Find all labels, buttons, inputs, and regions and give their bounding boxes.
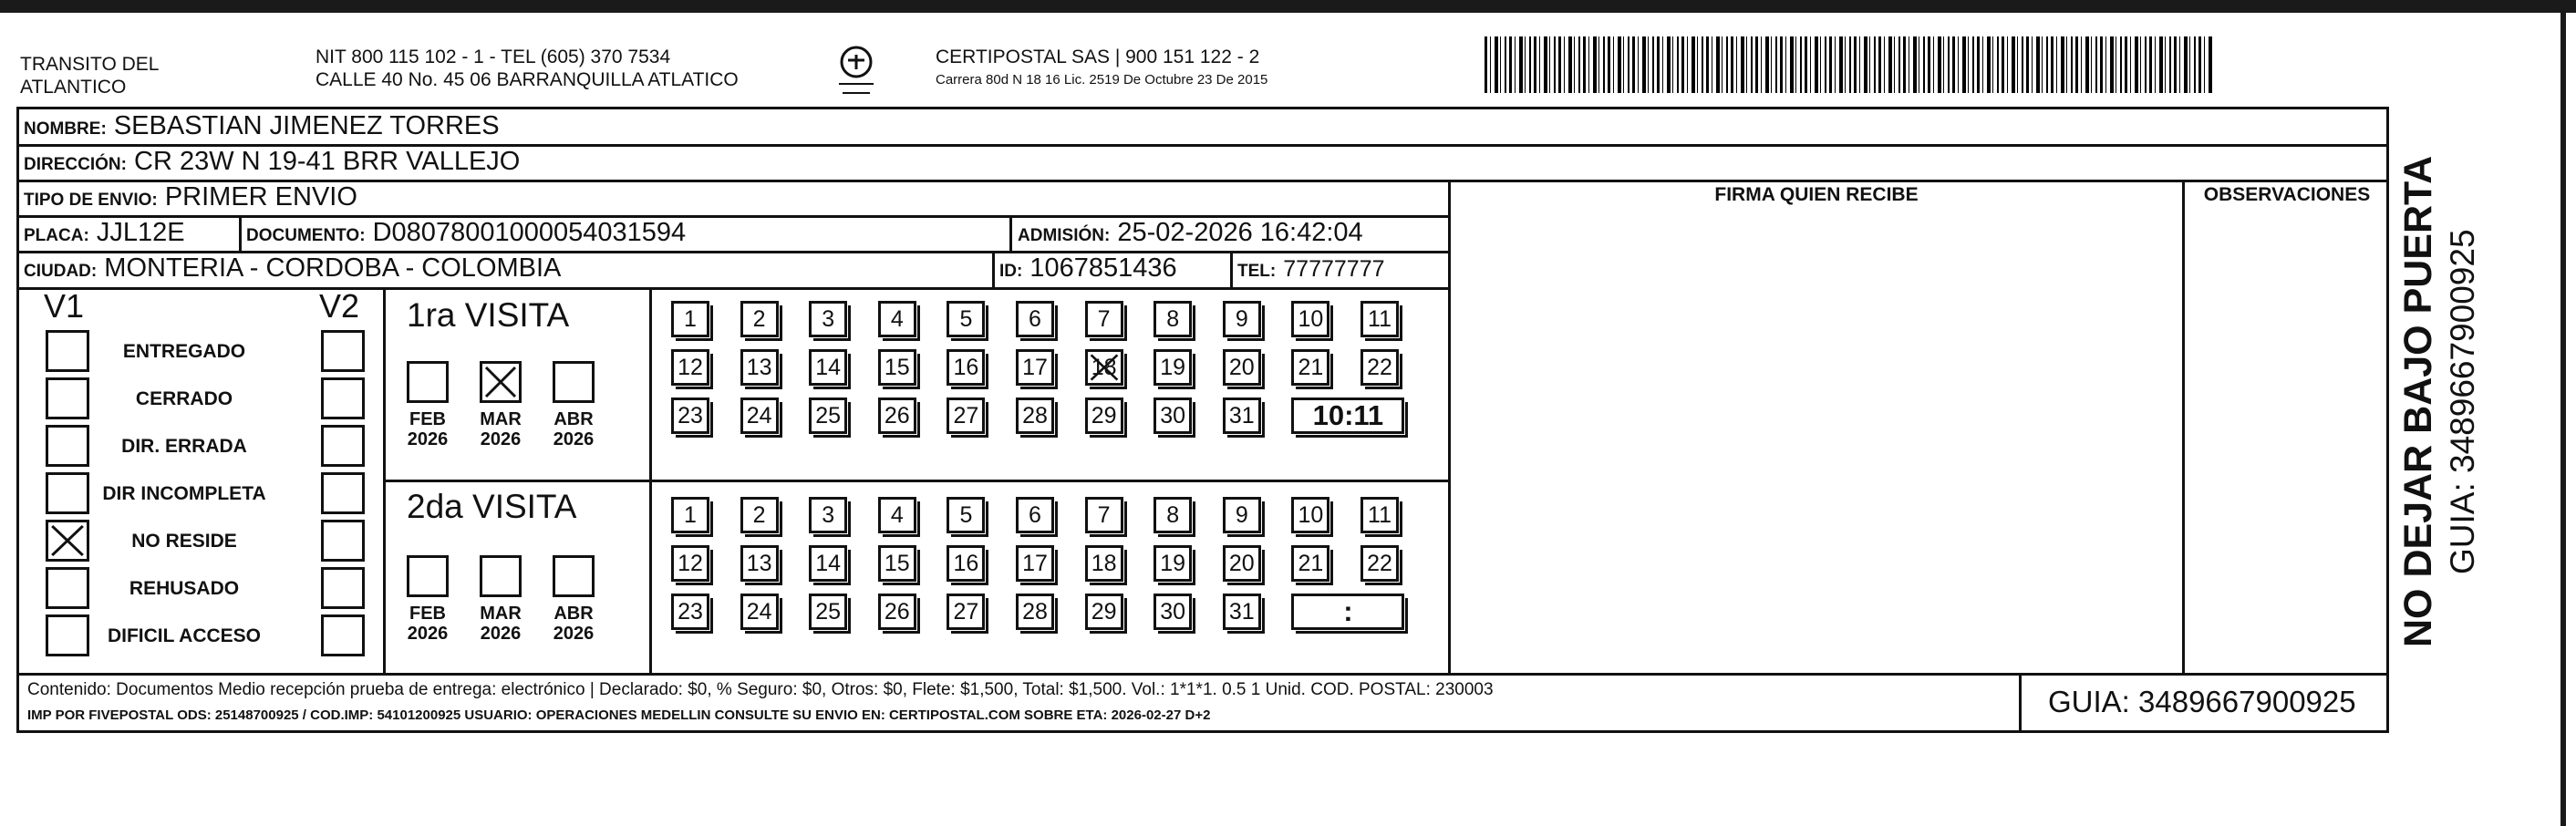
day-number: 22 [1367, 551, 1392, 576]
status-label: CERRADO [135, 388, 233, 409]
day-number: 4 [890, 502, 904, 528]
tel-value: 77777777 [1283, 256, 1385, 282]
month-year: 2026 [480, 429, 522, 449]
status-v2-checkbox[interactable] [321, 330, 365, 372]
day-box[interactable] [1085, 497, 1123, 533]
day-box[interactable] [671, 594, 709, 630]
day-box[interactable] [809, 398, 847, 434]
day-number: 30 [1160, 599, 1186, 625]
day-box[interactable] [1360, 349, 1399, 386]
day-number: 12 [678, 551, 703, 576]
plate-label: PLACA: [24, 226, 89, 245]
day-number: 18 [1091, 355, 1117, 380]
time-field[interactable]: : [1291, 594, 1404, 630]
shipment-type: PRIMER ENVIO [164, 182, 357, 212]
day-number: 23 [678, 599, 703, 625]
name-label: NOMBRE: [24, 119, 107, 139]
certipostal-logo [830, 42, 883, 102]
shipment-row [24, 182, 357, 215]
side-notice: NO DEJAR BAJO PUERTA [2396, 155, 2440, 647]
day-box[interactable] [671, 545, 709, 582]
day-number: 2 [752, 306, 766, 332]
day-number: 18 [1091, 551, 1117, 576]
admission-cell [1018, 218, 1363, 251]
status-v2-checkbox[interactable] [321, 614, 365, 656]
day-number: 27 [953, 599, 979, 625]
month-checkbox[interactable] [407, 555, 449, 597]
day-box[interactable] [878, 545, 916, 582]
signature-area[interactable] [1451, 215, 2182, 673]
day-number: 13 [746, 355, 772, 380]
day-box[interactable] [1154, 301, 1192, 337]
sender-details [316, 46, 739, 91]
month-name: FEB [409, 409, 446, 429]
day-number: 31 [1228, 403, 1255, 428]
day-number: 29 [1091, 599, 1117, 625]
day-number: 24 [746, 403, 772, 428]
status-v2-checkbox[interactable] [321, 472, 365, 514]
day-box[interactable] [1223, 497, 1261, 533]
signature-header: FIRMA QUIEN RECIBE [1714, 184, 1919, 205]
day-box[interactable] [878, 301, 916, 337]
day-box[interactable] [1223, 594, 1261, 630]
day-number: 20 [1228, 551, 1255, 576]
day-box[interactable] [878, 594, 916, 630]
status-v2-checkbox[interactable] [321, 425, 365, 467]
month-label [400, 604, 455, 644]
day-box[interactable] [1085, 301, 1123, 337]
day-number: 25 [815, 403, 842, 428]
day-number: 9 [1235, 306, 1248, 332]
day-box[interactable] [1291, 349, 1329, 386]
footer-guide: GUIA: 3489667900925 [2048, 685, 2356, 718]
day-box[interactable] [1016, 349, 1054, 386]
month-name: MAR [480, 604, 522, 624]
day-box[interactable] [1360, 545, 1399, 582]
status-v2-checkbox[interactable] [321, 567, 365, 609]
document-label: DOCUMENTO: [246, 226, 366, 245]
month-checkbox[interactable] [553, 361, 595, 403]
day-number: 12 [678, 355, 703, 380]
document-cell [246, 218, 686, 251]
day-box[interactable] [1085, 398, 1123, 434]
v1-header: V1 [44, 287, 85, 325]
day-number: 26 [884, 599, 910, 625]
sender-line-2: ATLANTICO [20, 77, 127, 98]
day-box[interactable] [947, 301, 985, 337]
day-number: 21 [1298, 355, 1324, 380]
address-row [24, 147, 520, 180]
month-name: ABR [553, 604, 594, 624]
month-label [546, 604, 601, 644]
month-label [400, 409, 455, 449]
status-v2-checkbox[interactable] [321, 377, 365, 419]
month-year: 2026 [553, 624, 595, 644]
day-box[interactable] [947, 497, 985, 533]
day-box[interactable] [1154, 398, 1192, 434]
day-number: 14 [815, 355, 842, 380]
day-box[interactable] [740, 594, 779, 630]
day-box[interactable] [671, 398, 709, 434]
day-box[interactable] [878, 349, 916, 386]
company-details [936, 46, 1267, 91]
day-number: 29 [1091, 403, 1117, 428]
day-number: 2 [752, 502, 766, 528]
day-number: 11 [1368, 502, 1391, 528]
company-line: CERTIPOSTAL SAS | 900 151 122 - 2 [936, 46, 1260, 67]
day-number: 15 [884, 355, 910, 380]
status-label: ENTREGADO [122, 341, 246, 362]
city-value: MONTERIA - CORDOBA - COLOMBIA [104, 253, 562, 283]
status-v1-checkbox[interactable] [46, 614, 89, 656]
visit2-title: 2da VISITA [407, 488, 577, 525]
day-number: 24 [746, 599, 772, 625]
day-number: 11 [1368, 306, 1391, 332]
day-number: 6 [1029, 306, 1041, 332]
shipment-label: TIPO DE ENVIO: [24, 191, 158, 210]
status-label: DIR INCOMPLETA [102, 483, 266, 504]
side-guide: GUIA: 3489667900925 [2444, 229, 2481, 574]
tel-label: TEL: [1237, 262, 1277, 281]
day-number: 21 [1298, 551, 1324, 576]
day-box[interactable] [671, 301, 709, 337]
day-box[interactable] [1291, 497, 1329, 533]
recipient-address: CR 23W N 19-41 BRR VALLEJO [134, 147, 521, 176]
day-number: 8 [1166, 502, 1180, 528]
day-box[interactable] [671, 497, 709, 533]
month-label [546, 409, 601, 449]
status-label: DIFICIL ACCESO [107, 625, 261, 646]
day-box[interactable] [1291, 545, 1329, 582]
observations-area[interactable] [2185, 215, 2389, 673]
day-box[interactable] [1223, 545, 1261, 582]
day-number: 13 [746, 551, 772, 576]
status-v1-checkbox[interactable] [46, 520, 89, 562]
month-name: FEB [409, 604, 446, 624]
day-box[interactable] [1154, 349, 1192, 386]
day-number: 9 [1235, 502, 1248, 528]
status-label: DIR. ERRADA [121, 436, 247, 457]
day-number: 5 [959, 306, 973, 332]
status-label: REHUSADO [129, 578, 240, 599]
day-number: 1 [684, 502, 697, 528]
day-number: 31 [1228, 599, 1255, 625]
month-year: 2026 [407, 429, 449, 449]
sender-line-1: TRANSITO DEL [20, 54, 160, 75]
day-box[interactable] [809, 349, 847, 386]
day-box[interactable] [1016, 545, 1054, 582]
day-number: 26 [884, 403, 910, 428]
v2-header: V2 [319, 287, 360, 325]
city-cell [24, 253, 561, 286]
right-border [2560, 0, 2566, 826]
id-cell [999, 253, 1177, 286]
day-box[interactable] [1016, 497, 1054, 533]
month-checkbox[interactable] [480, 555, 522, 597]
status-v1-checkbox[interactable] [46, 425, 89, 467]
day-box[interactable] [1223, 349, 1261, 386]
day-box[interactable] [740, 349, 779, 386]
status-label: NO RESIDE [131, 531, 237, 552]
day-box[interactable] [878, 497, 916, 533]
observations-header: OBSERVACIONES [2203, 184, 2371, 205]
time-field[interactable]: 10:11 [1291, 398, 1404, 434]
month-label [473, 604, 528, 644]
day-box[interactable] [809, 301, 847, 337]
status-v1-checkbox[interactable] [46, 377, 89, 419]
day-box[interactable] [1223, 398, 1261, 434]
sender-name [20, 53, 159, 98]
day-number: 16 [953, 551, 979, 576]
id-value: 1067851436 [1029, 253, 1177, 283]
day-box[interactable] [947, 398, 985, 434]
day-box[interactable] [1223, 301, 1261, 337]
month-name: ABR [553, 409, 594, 429]
name-row [24, 111, 500, 144]
nit-line: NIT 800 115 102 - 1 - TEL (605) 370 7534 [316, 46, 671, 67]
day-number: 3 [822, 502, 835, 528]
status-v1-checkbox[interactable] [46, 472, 89, 514]
day-number: 7 [1097, 306, 1111, 332]
status-v1-checkbox[interactable] [46, 567, 89, 609]
day-number: 8 [1166, 306, 1180, 332]
visit1-title: 1ra VISITA [407, 296, 570, 334]
day-box[interactable] [1154, 545, 1192, 582]
month-label [473, 409, 528, 449]
day-number: 23 [678, 403, 703, 428]
day-number: 17 [1022, 355, 1048, 380]
day-number: 3 [822, 306, 835, 332]
month-checkbox[interactable] [407, 361, 449, 403]
day-box[interactable] [809, 497, 847, 533]
print-line: IMP POR FIVEPOSTAL ODS: 25148700925 / COD.IMP: 54101200925 USUARIO: OPERACIONES MEDELLIN CONSULTE SU ENVIO EN: CERTIPOSTAL.COM SOBRE ETA: 2026-02-27 D+2 [27, 707, 1211, 723]
day-box[interactable] [1360, 497, 1399, 533]
day-number: 14 [815, 551, 842, 576]
month-year: 2026 [553, 429, 595, 449]
plate-cell [24, 218, 185, 251]
day-number: 17 [1022, 551, 1048, 576]
recipient-name: SEBASTIAN JIMENEZ TORRES [113, 111, 500, 140]
day-box[interactable] [947, 594, 985, 630]
top-border [0, 0, 2576, 13]
month-checkbox[interactable] [553, 555, 595, 597]
day-number: 15 [884, 551, 910, 576]
day-number: 25 [815, 599, 842, 625]
month-year: 2026 [407, 624, 449, 644]
day-number: 10 [1298, 502, 1324, 528]
day-number: 22 [1367, 355, 1392, 380]
day-box[interactable] [740, 301, 779, 337]
day-box[interactable] [1085, 594, 1123, 630]
day-box[interactable] [740, 398, 779, 434]
day-number: 10 [1298, 306, 1324, 332]
status-v2-checkbox[interactable] [321, 520, 365, 562]
day-number: 19 [1160, 551, 1186, 576]
day-box[interactable] [1085, 349, 1123, 386]
day-box[interactable] [1154, 594, 1192, 630]
month-year: 2026 [480, 624, 522, 644]
day-number: 20 [1228, 355, 1255, 380]
content-line: Contenido: Documentos Medio recepción prueba de entrega: electrónico | Declarado: $0, % Seguro: $0, Otros: $0, Flete: $1,500, Total: $1,500. Vol.: 1*1*1. 0.5 1 Unid. COD. POSTAL: 230003 [27, 680, 1494, 699]
day-box[interactable] [1291, 301, 1329, 337]
day-number: 28 [1022, 599, 1048, 625]
day-box[interactable] [1016, 594, 1054, 630]
day-number: 7 [1097, 502, 1111, 528]
tel-cell [1237, 253, 1385, 286]
day-box[interactable] [671, 349, 709, 386]
day-number: 1 [684, 306, 697, 332]
day-number: 4 [890, 306, 904, 332]
admission-value: 25-02-2026 16:42:04 [1117, 218, 1363, 247]
id-label: ID: [999, 262, 1023, 281]
day-box[interactable] [809, 545, 847, 582]
barcode [1485, 36, 2214, 93]
license-line: Carrera 80d N 18 16 Lic. 2519 De Octubre 23 De 2015 [936, 72, 1268, 88]
document-value: D08078001000054031594 [372, 218, 687, 247]
day-box[interactable] [1016, 301, 1054, 337]
day-box[interactable] [947, 545, 985, 582]
day-number: 5 [959, 502, 973, 528]
address-label: DIRECCIÓN: [24, 155, 127, 174]
day-box[interactable] [740, 497, 779, 533]
month-name: MAR [480, 409, 522, 429]
status-v1-checkbox[interactable] [46, 330, 89, 372]
day-number: 16 [953, 355, 979, 380]
day-box[interactable] [947, 349, 985, 386]
day-number: 19 [1160, 355, 1186, 380]
day-box[interactable] [809, 594, 847, 630]
plate-value: JJL12E [96, 218, 185, 247]
city-label: CIUDAD: [24, 262, 98, 281]
day-box[interactable] [1085, 545, 1123, 582]
admission-label: ADMISIÓN: [1018, 226, 1111, 245]
day-box[interactable] [1154, 497, 1192, 533]
day-number: 28 [1022, 403, 1048, 428]
day-number: 6 [1029, 502, 1041, 528]
month-checkbox[interactable] [480, 361, 522, 403]
address-line: CALLE 40 No. 45 06 BARRANQUILLA ATLATICO [316, 69, 739, 90]
day-box[interactable] [1360, 301, 1399, 337]
day-box[interactable] [878, 398, 916, 434]
day-number: 30 [1160, 403, 1186, 428]
day-box[interactable] [1016, 398, 1054, 434]
day-box[interactable] [740, 545, 779, 582]
day-number: 27 [953, 403, 979, 428]
